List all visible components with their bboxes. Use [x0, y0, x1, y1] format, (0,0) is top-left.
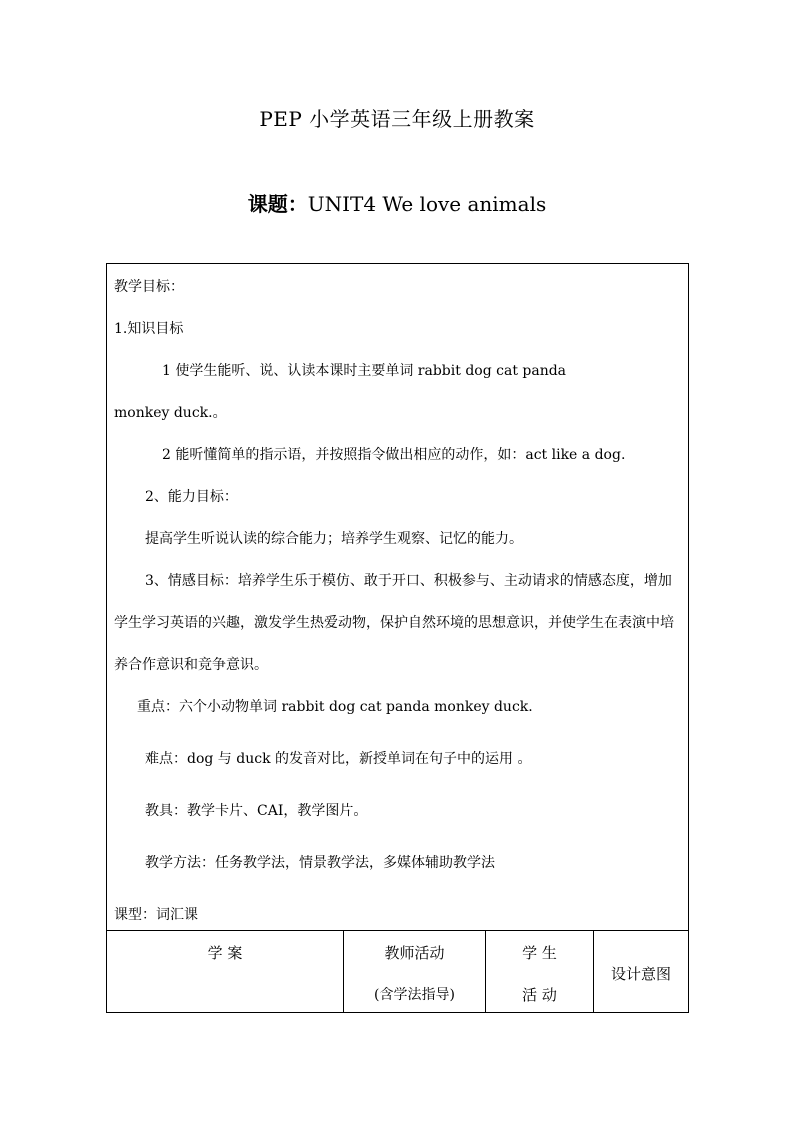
ability-text: 提高学生听说认读的综合能力；培养学生观察、记忆的能力。	[145, 531, 523, 547]
teaching-methods: 教学方法：任务教学法，情景教学法，多媒体辅助教学法	[145, 855, 495, 871]
col-student-activity-line1: 学 生	[522, 944, 557, 962]
topic-label: 课题：	[247, 192, 308, 216]
col-student-activity-line2: 活 动	[522, 986, 557, 1004]
activity-table-header	[107, 930, 688, 1013]
col-design-intent	[593, 931, 688, 1013]
difficulty: 难点：dog 与 duck 的发音对比，新授单词在句子中的运用 。	[145, 751, 532, 767]
col-teacher-activity-sub: (含学法指导)	[374, 987, 455, 1003]
lesson-type: 课型：词汇课	[114, 907, 198, 923]
key-points: 重点：六个小动物单词 rabbit dog cat panda monkey duck.	[137, 699, 533, 715]
page-title: PEP 小学英语三年级上册教案	[259, 107, 535, 131]
topic-text: UNIT4 We love animals	[307, 192, 547, 216]
lesson-plan-box	[106, 263, 689, 1013]
objectives-heading: 教学目标：	[114, 279, 184, 295]
col-study-plan-label: 学 案	[207, 944, 243, 962]
col-student-activity	[485, 931, 593, 1013]
ability-heading: 2、能力目标：	[145, 489, 238, 505]
knowledge-item-2: 2 能听懂简单的指示语，并按照指令做出相应的动作，如：act like a dog.	[162, 447, 626, 463]
col-teacher-activity-label: 教师活动	[384, 944, 445, 962]
knowledge-heading: 1.知识目标	[114, 321, 184, 337]
emotion-objective: 3、情感目标：培养学生乐于模仿、敢于开口、积极参与、主动请求的情感态度，增加学生学习英语的兴趣，激发学生热爱动物，保护自然环境的思想意识，并使学生在表演中培养合作意识和竞争意识。	[114, 573, 674, 673]
col-design-intent-label: 设计意图	[610, 965, 671, 983]
col-teacher-activity	[343, 931, 485, 1013]
col-study-plan	[107, 931, 343, 1013]
knowledge-item-1: 1 使学生能听、说、认读本课时主要单词 rabbit dog cat panda	[162, 363, 567, 379]
lesson-topic	[0, 188, 794, 217]
teaching-tools: 教具：教学卡片、CAI，教学图片。	[145, 803, 368, 819]
knowledge-item-1-cont: monkey duck.。	[114, 405, 227, 421]
